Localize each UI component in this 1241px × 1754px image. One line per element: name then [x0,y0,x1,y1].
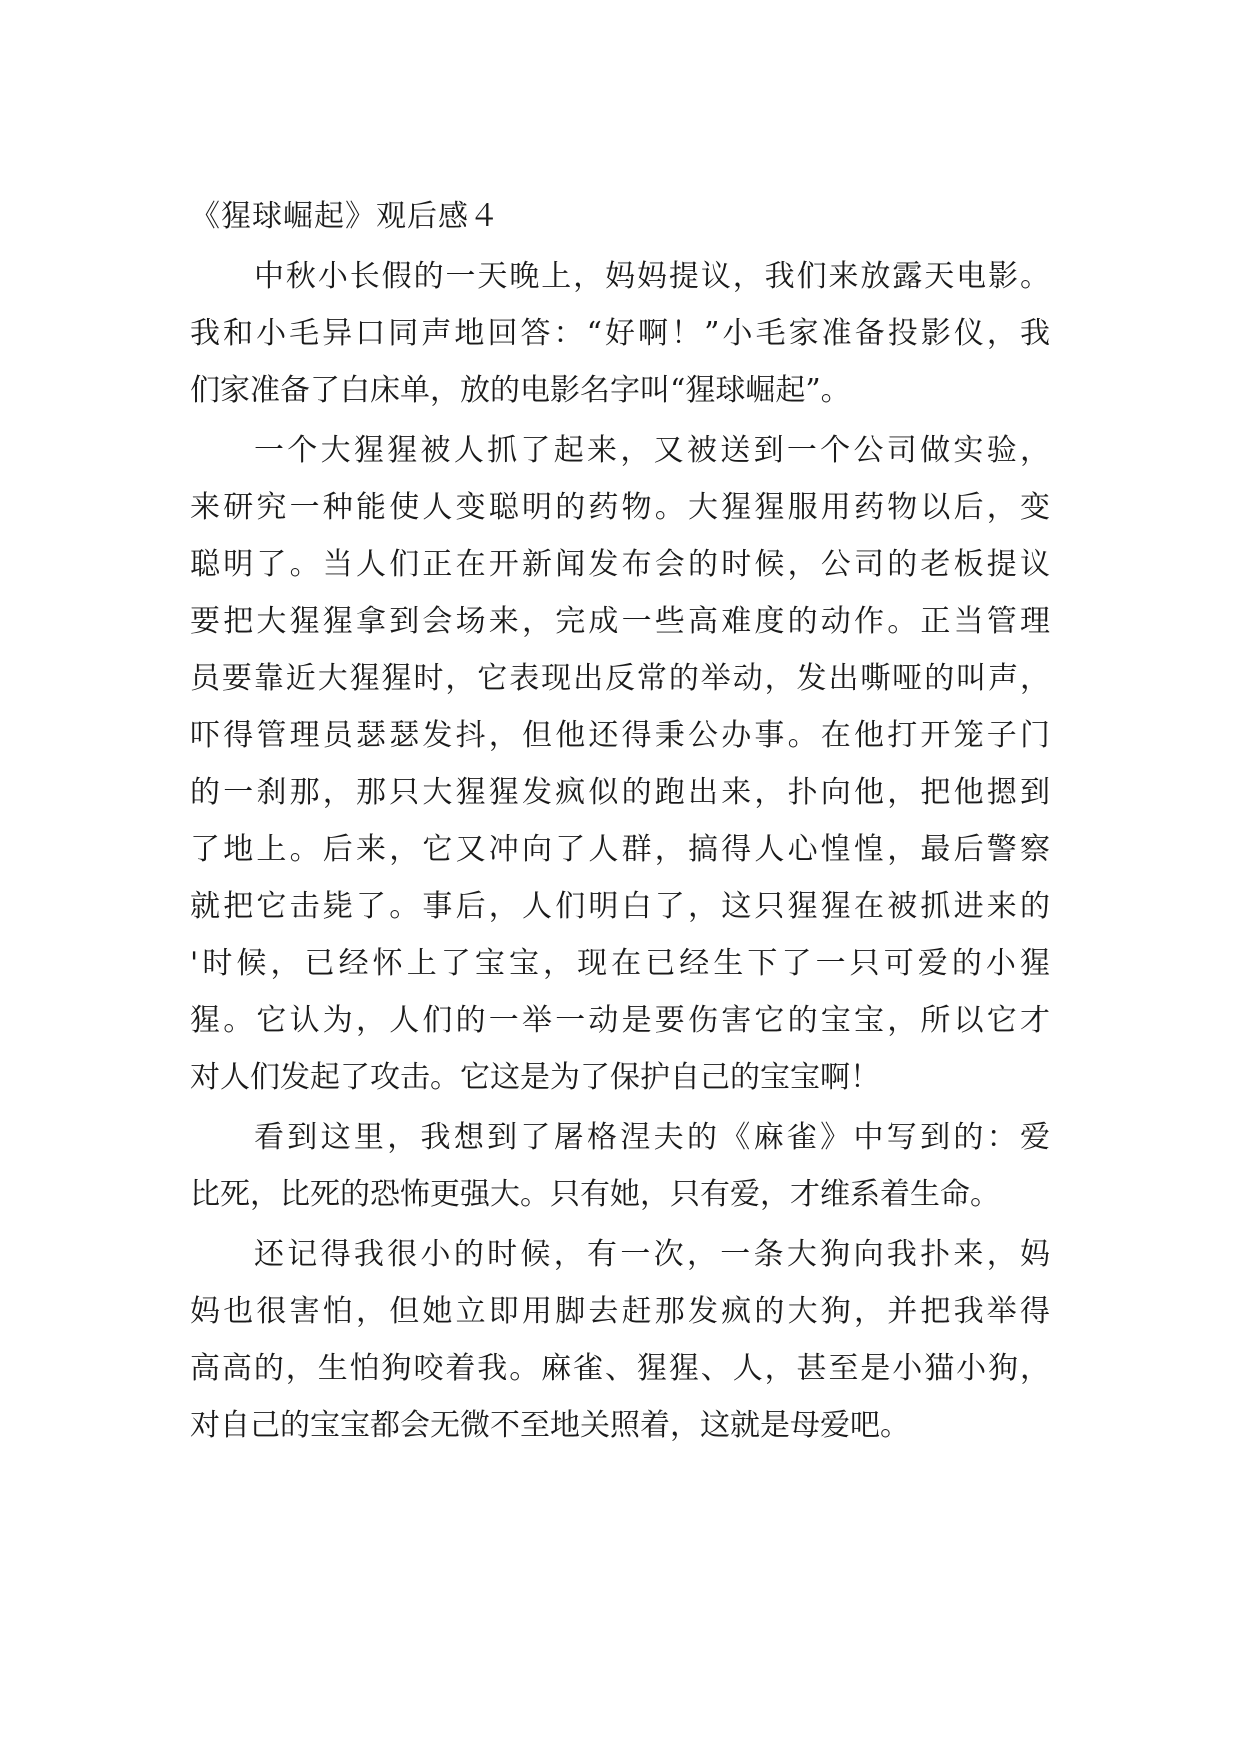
paragraph-line: 的一刹那，那只大猩猩发疯似的跑出来，扑向他，把他摁到 [190,775,1050,810]
paragraph-line: 吓得管理员瑟瑟发抖，但他还得秉公办事。在他打开笼子门 [190,718,1050,753]
paragraph-line: 们家准备了白床单，放的电影名字叫“猩球崛起”。 [190,373,851,408]
paragraph-line: '时候，已经怀上了宝宝，现在已经生下了一只可爱的小猩 [190,946,1050,981]
paragraph-line: 比死，比死的恐怖更强大。只有她，只有爱，才维系着生命。 [190,1177,1000,1212]
paragraph-line: 了地上。后来，它又冲向了人群，搞得人心惶惶，最后警察 [190,832,1050,867]
paragraph-line: 高高的，生怕狗咬着我。麻雀、猩猩、人，甚至是小猫小狗， [190,1351,1050,1386]
paragraph-line: 中秋小长假的一天晚上，妈妈提议，我们来放露天电影。 [254,259,1050,294]
paragraph-line: 看到这里，我想到了屠格涅夫的《麻雀》中写到的：爱 [254,1120,1050,1155]
paragraph-line: 妈也很害怕，但她立即用脚去赶那发疯的大狗，并把我举得 [190,1294,1050,1329]
paragraph-line: 员要靠近大猩猩时，它表现出反常的举动，发出嘶哑的叫声， [190,661,1050,696]
paragraph-line: 猩。它认为，人们的一举一动是要伤害它的宝宝，所以它才 [190,1003,1050,1038]
paragraph-line: 对自己的宝宝都会无微不至地关照着，这就是母爱吧。 [190,1408,910,1443]
paragraph-line: 我和小毛异口同声地回答：“好啊！”小毛家准备投影仪，我 [190,316,1050,351]
document-title: 《猩球崛起》观后感４ [190,199,500,234]
paragraph-line: 一个大猩猩被人抓了起来，又被送到一个公司做实验， [254,433,1050,468]
paragraph-line: 聪明了。当人们正在开新闻发布会的时候，公司的老板提议 [190,547,1050,582]
paragraph-line: 还记得我很小的时候，有一次，一条大狗向我扑来，妈 [254,1237,1050,1272]
paragraph-line: 就把它击毙了。事后，人们明白了，这只猩猩在被抓进来的 [190,889,1050,924]
paragraph-line: 对人们发起了攻击。它这是为了保护自己的宝宝啊！ [190,1060,880,1095]
paragraph-line: 来研究一种能使人变聪明的药物。大猩猩服用药物以后，变 [190,490,1050,525]
paragraph-line: 要把大猩猩拿到会场来，完成一些高难度的动作。正当管理 [190,604,1050,639]
